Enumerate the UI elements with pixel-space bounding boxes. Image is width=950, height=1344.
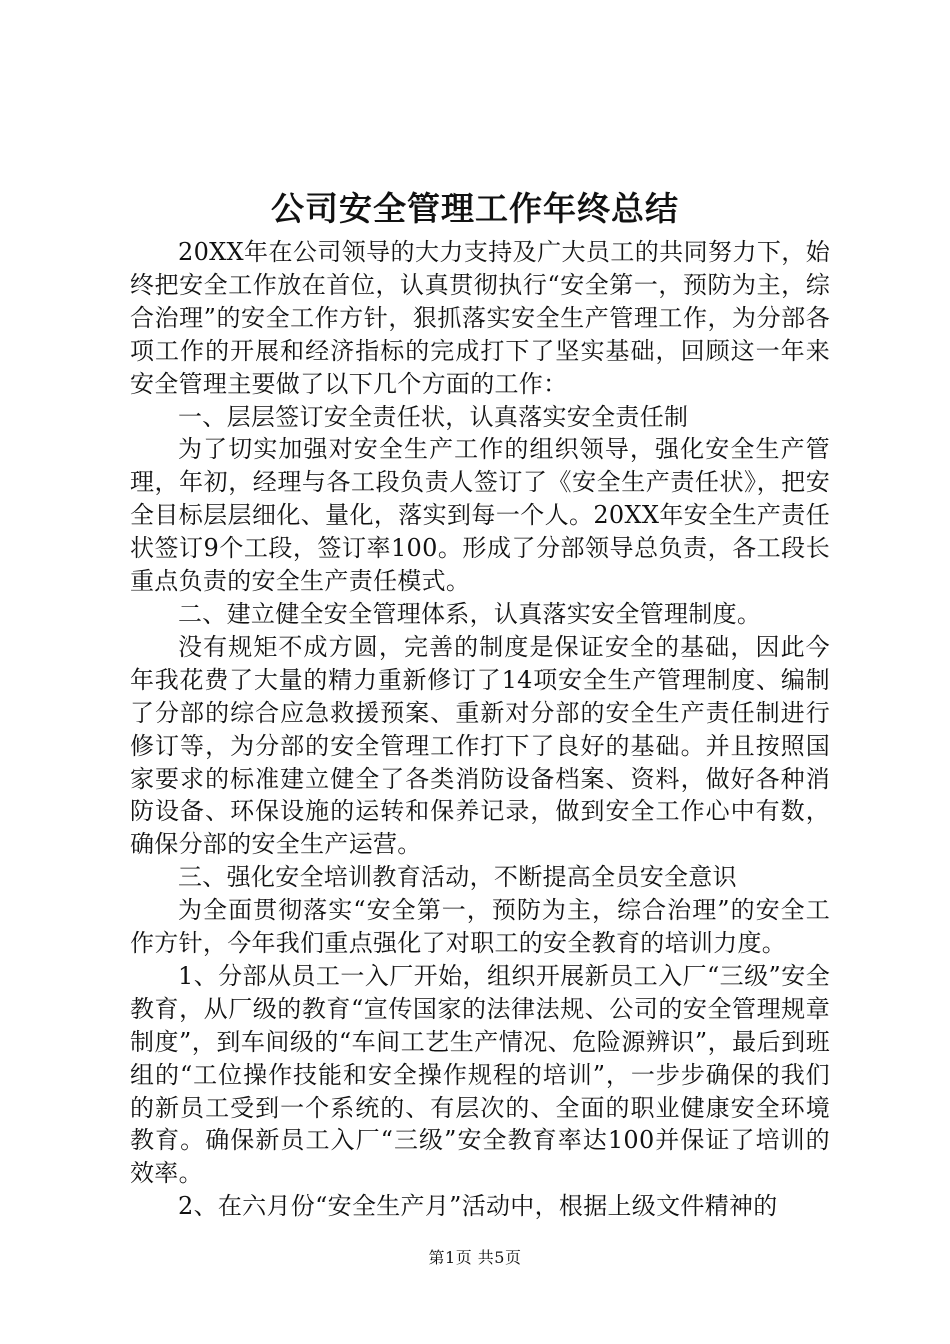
page-footer: 第1页 共5页	[428, 1248, 522, 1267]
document-body	[130, 236, 830, 1223]
paragraph-item-2: 2、在六月份“安全生产月”活动中，根据上级文件精神的	[178, 1192, 778, 1221]
paragraph-item-1: 1、分部从员工一入厂开始，组织开展新员工入厂“三级”安全教育，从厂级的教育“宣传国家的法律法规、公司的安全管理规章制度”，到车间级的“车间工艺生产情况、危险源辨识”，最后到班组的“工位操作技能和安全操作规程的培训”，一步步确保的我们的新员工受到一个系统的、有层次的、全面的职业健康安全环境教育。确保新员工入厂“三级”安全教育率达100并保证了培训的效率。	[130, 961, 830, 1188]
paragraph-section-2: 没有规矩不成方圆，完善的制度是保证安全的基础，因此今年我花费了大量的精力重新修订了14项安全生产管理制度、编制了分部的综合应急救援预案、重新对分部的安全生产责任制进行修订等，为分部的安全管理工作打下了良好的基础。并且按照国家要求的标准建立健全了各类消防设备档案、资料，做好各种消防设备、环保设施的运转和保养记录，做到安全工作心中有数，确保分部的安全生产运营。	[130, 632, 830, 859]
section-heading-2: 二、建立健全安全管理体系，认真落实安全管理制度。	[178, 599, 762, 628]
section-heading-3: 三、强化安全培训教育活动，不断提高全员安全意识	[178, 863, 737, 892]
document-title: 公司安全管理工作年终总结	[271, 189, 679, 228]
section-heading-1: 一、层层签订安全责任状，认真落实安全责任制	[178, 402, 689, 431]
paragraph-intro: 20XX年在公司领导的大力支持及广大员工的共同努力下，始终把安全工作放在首位，认真贯彻执行“安全第一，预防为主，综合治理”的安全工作方针，狠抓落实安全生产管理工作，为分部各项工作的开展和经济指标的完成打下了坚实基础，回顾这一年来安全管理主要做了以下几个方面的工作：	[130, 238, 830, 398]
paragraph-section-3: 为全面贯彻落实“安全第一，预防为主，综合治理”的安全工作方针，今年我们重点强化了对职工的安全教育的培训力度。	[130, 896, 830, 958]
paragraph-section-1: 为了切实加强对安全生产工作的组织领导，强化安全生产管理，年初，经理与各工段负责人签订了《安全生产责任状》，把安全目标层层细化、量化，落实到每一个人。20XX年安全生产责任状签订9个工段，签订率100。形成了分部领导总负责，各工段长重点负责的安全生产责任模式。	[130, 435, 830, 596]
